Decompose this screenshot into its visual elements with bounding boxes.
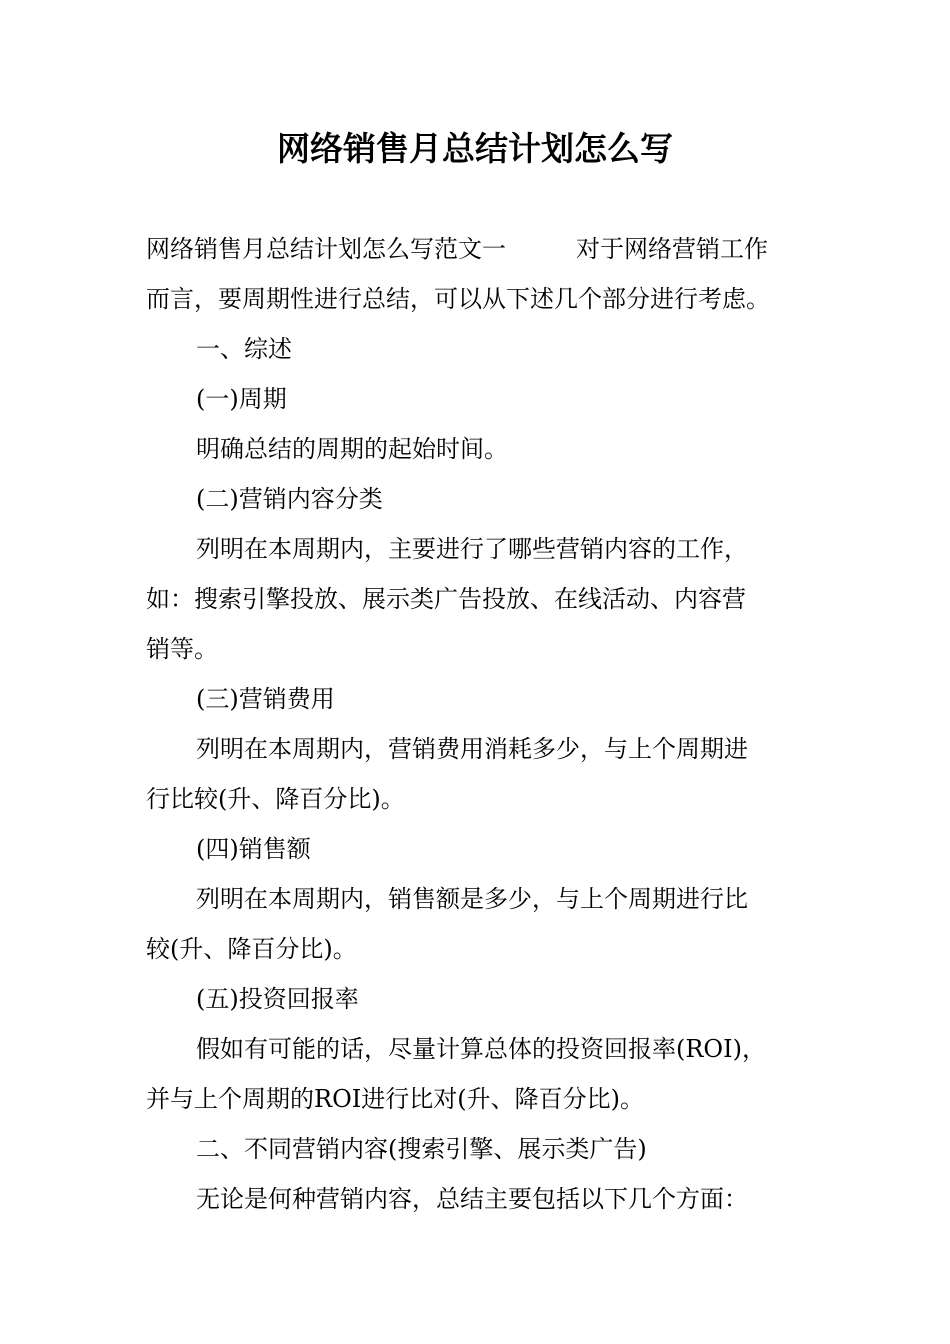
paragraph-line: 而言，要周期性进行总结，可以从下述几个部分进行考虑。 <box>146 285 770 313</box>
subsection-heading: (五)投资回报率 <box>196 985 359 1013</box>
paragraph-line: 无论是何种营销内容，总结主要包括以下几个方面： <box>196 1185 748 1213</box>
paragraph-line: 列明在本周期内，营销费用消耗多少，与上个周期进 <box>196 735 748 763</box>
document-title: 网络销售月总结计划怎么写 <box>277 129 673 168</box>
paragraph-line: 行比较(升、降百分比)。 <box>146 785 405 813</box>
paragraph-line: 列明在本周期内，主要进行了哪些营销内容的工作， <box>196 535 748 563</box>
paragraph-line <box>146 224 810 274</box>
paragraph-line: 并与上个周期的ROI进行比对(升、降百分比)。 <box>146 1085 644 1113</box>
paragraph-line: 销等。 <box>146 635 218 663</box>
paragraph-line: 明确总结的周期的起始时间。 <box>196 435 508 463</box>
document-body <box>146 224 810 1224</box>
section-heading: 二、不同营销内容(搜索引擎、展示类广告) <box>196 1135 647 1163</box>
paragraph-line: 假如有可能的话，尽量计算总体的投资回报率(ROI)， <box>196 1035 766 1063</box>
subsection-heading: (二)营销内容分类 <box>196 485 383 513</box>
subsection-heading: (四)销售额 <box>196 835 311 863</box>
section-heading: 一、综述 <box>196 335 292 363</box>
text-segment: 对于网络营销工作 <box>576 235 768 263</box>
paragraph-line: 如：搜索引擎投放、展示类广告投放、在线活动、内容营 <box>146 585 746 613</box>
paragraph-line: 列明在本周期内，销售额是多少，与上个周期进行比 <box>196 885 748 913</box>
paragraph-line: 较(升、降百分比)。 <box>146 935 357 963</box>
subsection-heading: (一)周期 <box>196 385 287 413</box>
text-segment: 网络销售月总结计划怎么写范文一 <box>146 235 506 263</box>
subsection-heading: (三)营销费用 <box>196 685 335 713</box>
